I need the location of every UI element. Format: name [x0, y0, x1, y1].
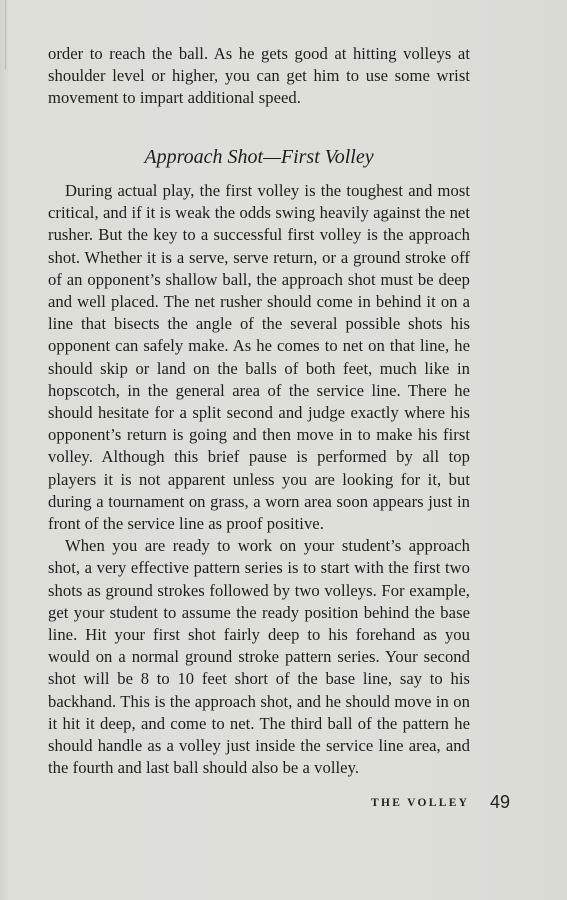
running-footer: THE VOLLEY	[371, 797, 470, 809]
section-heading: Approach Shot—First Volley	[144, 146, 374, 168]
paragraph-text: order to reach the ball. As he gets good at hitting volleys at shoulder level or higher, you can get him to use some wrist movement to impart additional speed.	[48, 44, 470, 108]
continued-paragraph	[48, 43, 470, 110]
paragraph-text: During actual play, the first volley is the toughest and most critical, and if it is weak the odds swing heavily against the net rusher. But the key to a successful first volley is the approach shot. Whether it is a serve, serve return, or a ground stroke off of an opponent’s shallow ball, the approach shot must be deep and well placed. The net rusher should come in behind it on a line that bisects the angle of the several possible shots his opponent can safely make. As he comes to net on that line, he should skip or land on the balls of both feet, much like in hopscotch, in the general area of the service line. There he should hesitate for a split second and judge exactly where his opponent’s return is going and then move in to make his first volley. Although this brief pause is performed by all top players it is not apparent unless you are looking for it, but during a tournament on grass, a worn area soon appears just in front of the service line as proof positive.	[48, 181, 470, 534]
paragraph-text: When you are ready to work on your student’s approach shot, a very effective pattern series is to start with the first two shots as ground strokes followed by two volleys. For example, get your student to assume the ready position behind the base line. Hit your first shot fairly deep to his forehand as you would on a normal ground stroke pattern series. Your second shot will be 8 to 10 feet short of the base line, say to his backhand. This is the approach shot, and he should move in on it hit it deep, and come to net. The third ball of the pattern he should handle as a volley just inside the service line area, and the fourth and last ball should also be a volley.	[48, 536, 470, 778]
page-edge-line	[5, 0, 6, 70]
page-number: 49	[490, 792, 511, 812]
section-body	[48, 180, 470, 779]
